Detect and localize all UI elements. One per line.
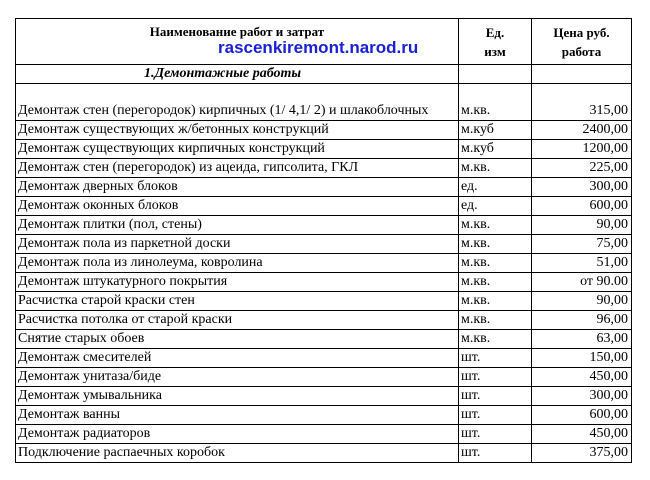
table-row	[16, 140, 632, 159]
row-work-name: Демонтаж дверных блоков	[16, 178, 459, 197]
table-row	[16, 197, 632, 216]
row-work-name: Демонтаж существующих ж/бетонных конструкций	[16, 121, 459, 140]
row-price: 600,00	[532, 197, 632, 216]
section-empty-price	[532, 65, 632, 84]
row-price: 75,00	[532, 235, 632, 254]
row-price: 63,00	[532, 330, 632, 349]
row-unit: м.кв.	[459, 216, 532, 235]
row-unit: м.кв.	[459, 235, 532, 254]
row-unit: шт.	[459, 349, 532, 368]
table-row	[16, 425, 632, 444]
row-price: 150,00	[532, 349, 632, 368]
row-unit: м.кв.	[459, 330, 532, 349]
table-row	[16, 349, 632, 368]
row-price: 90,00	[532, 292, 632, 311]
row-work-name: Демонтаж оконных блоков	[16, 197, 459, 216]
table-row	[16, 292, 632, 311]
row-work-name: Подключение распаечных коробок	[16, 444, 459, 463]
section-row	[16, 65, 632, 84]
price-list-table	[15, 18, 632, 463]
row-work-name: Демонтаж пола из линолеума, ковролина	[16, 254, 459, 273]
header-price-line1: Цена руб.	[553, 24, 610, 40]
table-row	[16, 159, 632, 178]
row-work-name: Демонтаж унитаза/биде	[16, 368, 459, 387]
row-price: 300,00	[532, 178, 632, 197]
row-work-name: Снятие старых обоев	[16, 330, 459, 349]
row-unit: м.куб	[459, 140, 532, 159]
row-price: 600,00	[532, 406, 632, 425]
row-unit: ед.	[459, 178, 532, 197]
header-unit-line2: изм	[484, 43, 506, 59]
row-work-name: Демонтаж пола из паркетной доски	[16, 235, 459, 254]
table-row	[16, 254, 632, 273]
row-work-name: Демонтаж ванны	[16, 406, 459, 425]
row-unit: м.куб	[459, 121, 532, 140]
row-unit: шт.	[459, 368, 532, 387]
header-name-label: Наименование работ и затрат	[149, 24, 325, 39]
row-work-name: Демонтаж смесителей	[16, 349, 459, 368]
row-unit: шт.	[459, 425, 532, 444]
table-row	[16, 216, 632, 235]
row-work-name: Расчистка старой краски стен	[16, 292, 459, 311]
row-work-name: Демонтаж штукатурного покрытия	[16, 273, 459, 292]
row-unit: шт.	[459, 444, 532, 463]
site-url-watermark: rascenkiremont.narod.ru	[218, 38, 419, 57]
row-unit: м.кв.	[459, 254, 532, 273]
header-name-cell	[16, 19, 459, 65]
row-price: 315,00	[532, 84, 632, 121]
row-unit: м.кв.	[459, 311, 532, 330]
row-unit: м.кв.	[459, 159, 532, 178]
row-work-name: Демонтаж умывальника	[16, 387, 459, 406]
table-row	[16, 406, 632, 425]
row-work-name: Демонтаж радиаторов	[16, 425, 459, 444]
table-row	[16, 121, 632, 140]
table-row	[16, 311, 632, 330]
table-row	[16, 444, 632, 463]
row-price: 450,00	[532, 425, 632, 444]
table-row	[16, 273, 632, 292]
row-unit: м.кв.	[459, 292, 532, 311]
header-unit-line1: Ед.	[485, 24, 505, 40]
row-unit: м.кв.	[459, 273, 532, 292]
section-empty-unit	[459, 65, 532, 84]
row-work-name: Демонтаж существующих кирпичных конструкций	[16, 140, 459, 159]
row-price: 225,00	[532, 159, 632, 178]
row-work-name: Демонтаж стен (перегородок) кирпичных (1/ 4,1/ 2) и шлакоблочных	[16, 84, 459, 121]
table-row	[16, 84, 632, 121]
header-price-cell	[532, 19, 632, 65]
row-price: 96,00	[532, 311, 632, 330]
row-price: 51,00	[532, 254, 632, 273]
row-price: 375,00	[532, 444, 632, 463]
row-price: 2400,00	[532, 121, 632, 140]
table-row	[16, 235, 632, 254]
table-row	[16, 178, 632, 197]
row-price: 1200,00	[532, 140, 632, 159]
row-unit: шт.	[459, 387, 532, 406]
row-price: от 90.00	[532, 273, 632, 292]
row-work-name: Демонтаж плитки (пол, стены)	[16, 216, 459, 235]
row-price: 450,00	[532, 368, 632, 387]
row-work-name: Расчистка потолка от старой краски	[16, 311, 459, 330]
row-work-name: Демонтаж стен (перегородок) из ацеида, гипсолита, ГКЛ	[16, 159, 459, 178]
header-unit-cell	[459, 19, 532, 65]
table-header-row	[16, 19, 632, 65]
section-title: 1.Демонтажные работы	[16, 65, 459, 84]
table-row	[16, 330, 632, 349]
table-row	[16, 368, 632, 387]
row-price: 300,00	[532, 387, 632, 406]
row-unit: ед.	[459, 197, 532, 216]
table-row	[16, 387, 632, 406]
row-price: 90,00	[532, 216, 632, 235]
row-unit: шт.	[459, 406, 532, 425]
header-price-line2: работа	[561, 43, 602, 59]
row-unit: м.кв.	[459, 84, 532, 121]
